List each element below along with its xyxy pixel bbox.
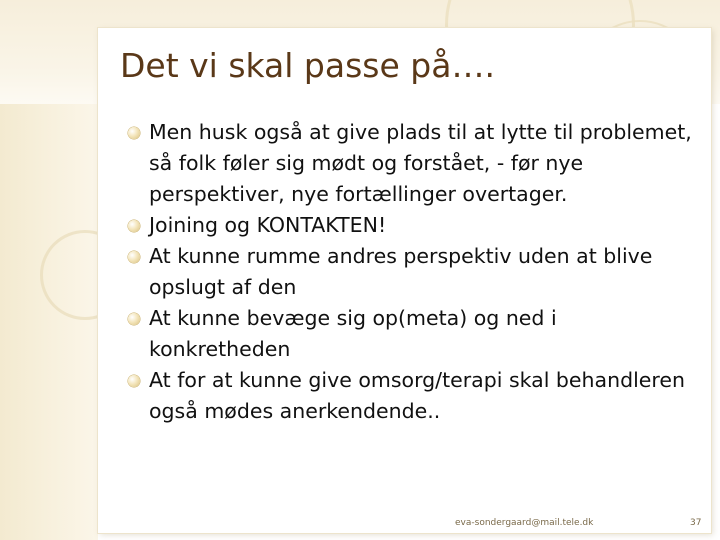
bullet-item (128, 117, 703, 210)
bullet-circle-icon (128, 220, 140, 232)
bullet-item (128, 303, 703, 365)
bullet-circle-icon (128, 375, 140, 387)
bullet-text: Men husk også at give plads til at lytte til problemet, så folk føler sig mødt og forstået, - før nye perspektiver, nye fortællinger overtager. (149, 120, 692, 206)
footer-email: eva-sondergaard@mail.tele.dk (455, 518, 594, 528)
slide-title: Det vi skal passe på…. (120, 46, 495, 85)
bullet-circle-icon (128, 251, 140, 263)
bullet-text: At kunne bevæge sig op(meta) og ned i konkretheden (149, 306, 557, 361)
bullet-circle-icon (128, 313, 140, 325)
bullet-list (128, 117, 703, 427)
bullet-text: Joining og KONTAKTEN! (149, 213, 387, 237)
bullet-item (128, 365, 703, 427)
bullet-item (128, 241, 703, 303)
bullet-text: At for at kunne give omsorg/terapi skal behandleren også mødes anerkendende.. (149, 368, 685, 423)
bullet-item (128, 210, 703, 241)
page-number: 37 (690, 518, 702, 528)
bullet-circle-icon (128, 127, 140, 139)
bullet-text: At kunne rumme andres perspektiv uden at blive opslugt af den (149, 244, 653, 299)
